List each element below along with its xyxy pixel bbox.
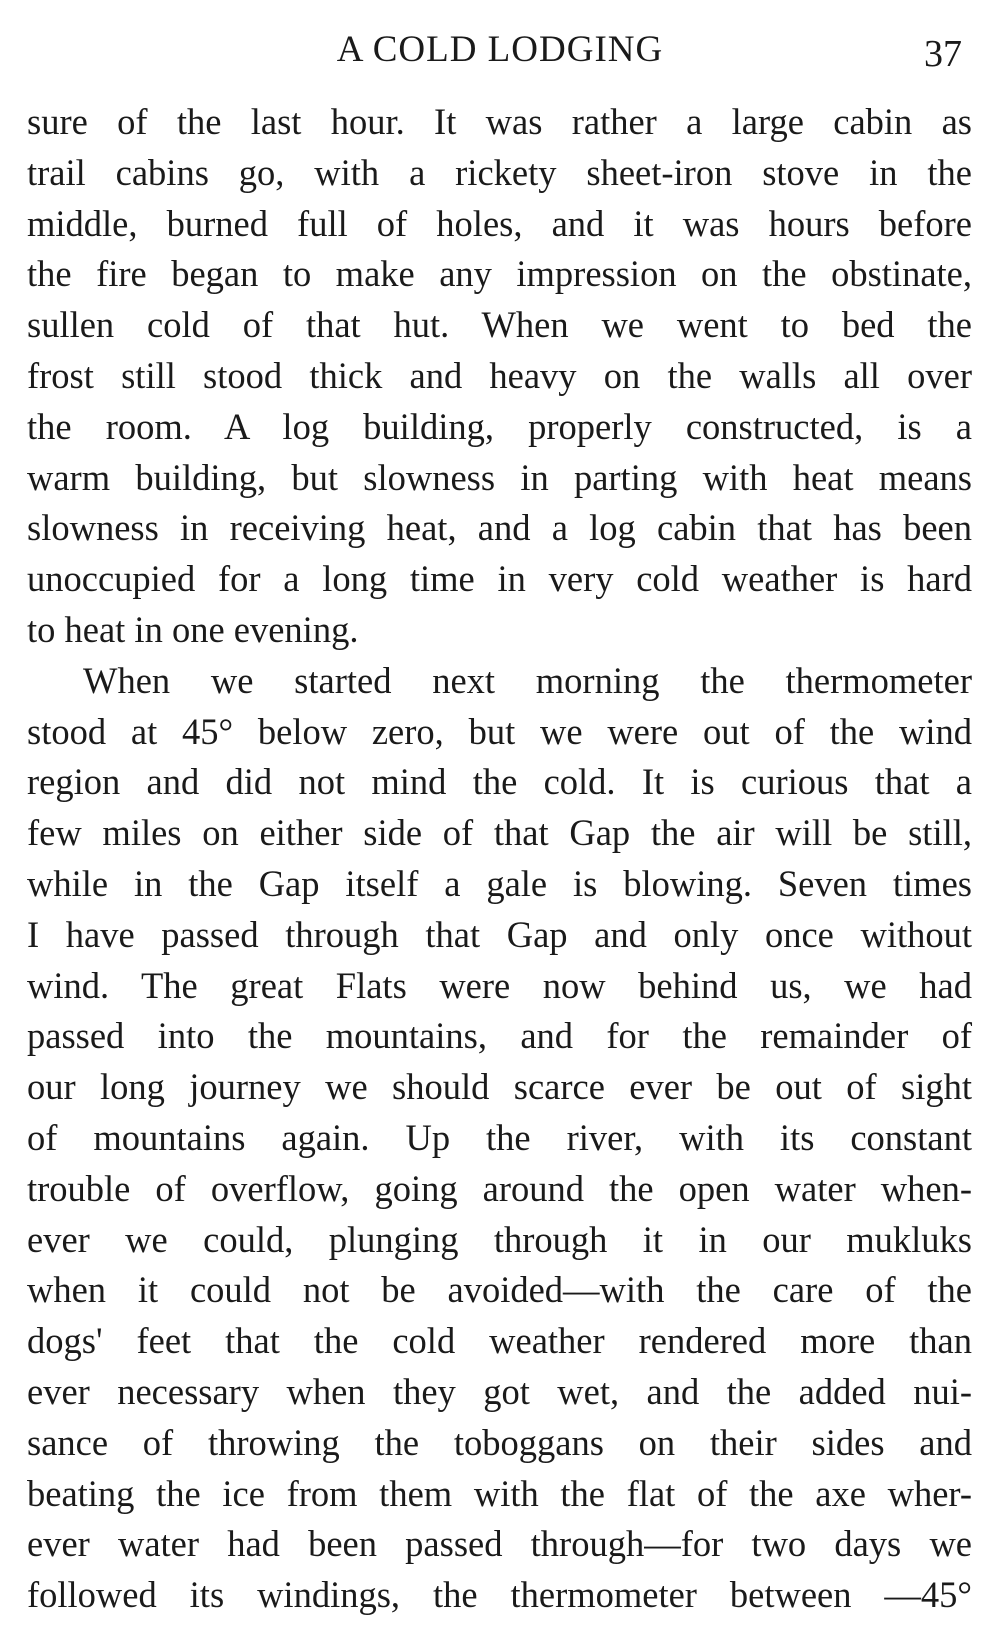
text-line: trouble of overflow, going around the open water when- — [27, 1167, 972, 1209]
text-line: sullen cold of that hut. When we went to bed the — [27, 304, 972, 346]
text-line: of mountains again. Up the river, with its constant — [27, 1116, 972, 1158]
text-line: few miles on either side of that Gap the air will be still, — [27, 812, 972, 854]
text-line: beating the ice from them with the flat of the axe wher- — [27, 1472, 972, 1514]
running-title: A COLD LODGING — [336, 29, 664, 70]
text-line: slowness in receiving heat, and a log cabin that has been — [27, 507, 972, 549]
text-line: ever necessary when they got wet, and the added nui- — [27, 1370, 972, 1412]
text-line: unoccupied for a long time in very cold weather is hard — [27, 558, 972, 600]
text-line: region and did not mind the cold. It is curious that a — [27, 761, 972, 803]
text-line: while in the Gap itself a gale is blowing. Seven times — [27, 862, 972, 904]
text-line: the fire began to make any impression on the obstinate, — [27, 253, 972, 295]
text-line: our long journey we should scarce ever be out of sight — [27, 1066, 972, 1108]
body-text — [27, 97, 972, 1621]
text-line: stood at 45° below zero, but we were out of the wind — [27, 710, 972, 752]
text-line: ever we could, plunging through it in our mukluks — [27, 1218, 972, 1260]
text-line: frost still stood thick and heavy on the walls all over — [27, 354, 972, 396]
page-number: 37 — [924, 33, 962, 75]
paragraph-first-line: When we started next morning the thermometer — [83, 659, 972, 701]
text-line: followed its windings, the thermometer between —45° — [27, 1574, 972, 1616]
text-line: ever water had been passed through—for two days we — [27, 1523, 972, 1565]
text-line: wind. The great Flats were now behind us, we had — [27, 964, 972, 1006]
running-head — [0, 22, 1000, 82]
paragraph-last-line: to heat in one evening. — [27, 608, 359, 650]
text-line: the room. A log building, properly constructed, is a — [27, 405, 972, 447]
text-line: trail cabins go, with a rickety sheet-iron stove in the — [27, 151, 972, 193]
text-line: dogs' feet that the cold weather rendered more than — [27, 1320, 972, 1362]
text-line: sance of throwing the toboggans on their sides and — [27, 1421, 972, 1463]
text-line: when it could not be avoided—with the care of the — [27, 1269, 972, 1311]
text-line: sure of the last hour. It was rather a large cabin as — [27, 101, 972, 142]
text-line: I have passed through that Gap and only once without — [27, 913, 972, 955]
text-line: warm building, but slowness in parting with heat means — [27, 456, 972, 498]
text-line: passed into the mountains, and for the remainder of — [27, 1015, 972, 1057]
text-line: middle, burned full of holes, and it was hours before — [27, 202, 972, 244]
